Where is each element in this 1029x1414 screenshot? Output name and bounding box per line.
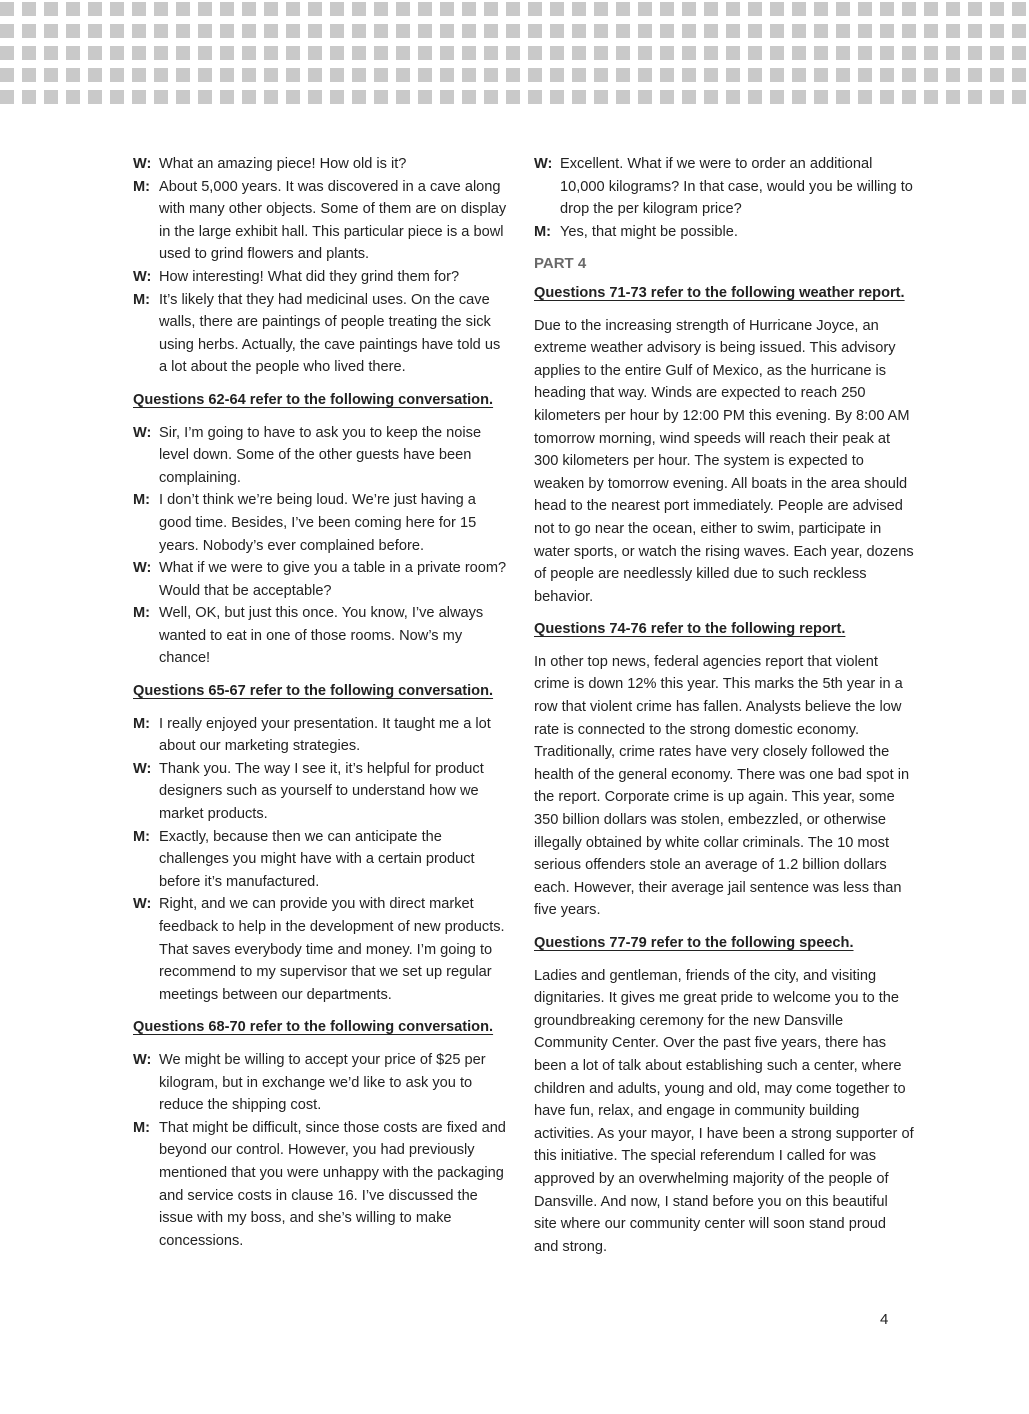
question-heading-65-67: Questions 65-67 refer to the following conversation. [133,683,494,700]
speech-text: Yes, that might be possible. [560,223,738,240]
part-label: PART 4 [534,255,587,273]
question-heading-74-76: Questions 74-76 refer to the following report. [534,621,846,638]
question-heading-68-70: Questions 68-70 refer to the following conversation. [133,1019,494,1036]
speech-text-block: Ladies and gentleman, friends of the city, and visiting dignitaries. It gives me great pride to welcome you to the groundbreaking ceremony for the new Dansville Community Center. Over the past five years, there has been a lot of talk about establishing such a center, where children and adults, young and old, may come together to have fun, relax, and engage in community building activities. As your mayor, I have been a strong supporter of this initiative. The special referendum I called for was approved by an overwhelming majority of the people of Dansville. And now, I stand before you on this beautiful site where our community center will soon stand proud and strong. [534,967,914,1255]
dialogue-turn [133,1049,508,1117]
conversation-68-70 [133,1049,508,1252]
speech-text: It’s likely that they had medicinal uses. On the cave walls, there are paintings of people treating the sick using herbs. Actually, the cave paintings have told us a lot about the people who lived there. [159,291,501,376]
speaker-label: M: [133,828,151,845]
dialogue-turn [133,713,508,758]
dialogue-turn [534,221,914,244]
page-number: 4 [880,1311,889,1328]
dialogue-turn [133,602,508,670]
dialogue-turn [133,289,508,379]
dialogue-turn [133,176,508,266]
news-report-text: In other top news, federal agencies report that violent crime is down 12% this year. This marks the 5th year in a row that violent crime has fallen. Analysts believe the low rate is connected to the strong domestic economy. Traditionally, crime rates have very closely followed the health of the general economy. There was one bad spot in the report. Corporate crime is up again. This year, some 350 billion dollars was stolen, embezzled, or otherwise illegally obtained by white collar criminals. The 10 most serious offenders stole an average of 1.2 billion dollars each. However, their average jail sentence was less than five years. [534,653,910,919]
conversation-62-64 [133,422,508,671]
weather-report-text: Due to the increasing strength of Hurricane Joyce, an extreme weather advisory is being issued. This advisory applies to the entire Gulf of Mexico, as the hurricane is heading that way. Winds are expected to reach 250 kilometers per hour by 12:00 PM this evening. By 8:00 AM tomorrow morning, wind speeds will reach their peak at 300 kilometers per hour. The system is expected to weaken by tomorrow evening. All boats in the area should head to the nearest port immediately. People are advised not to go near the ocean, either to swim, participate in water sports, or watch the rising waves. Each year, dozens of people are needlessly killed due to such reckless behavior. [534,317,914,605]
dialogue-turn [133,153,508,176]
right-column [534,153,914,1258]
speech-text: What if we were to give you a table in a private room? Would that be acceptable? [159,560,507,599]
speech-text: Well, OK, but just this once. You know, I’ve always wanted to eat in one of those rooms. Now’s my chance! [159,605,484,667]
speaker-label: M: [133,715,151,732]
speech-text: Thank you. The way I see it, it’s helpful for product designers such as yourself to understand how we market products. [159,760,484,823]
speaker-label: M: [133,178,151,195]
header-cross-pattern [0,0,1029,104]
dialogue-turn [534,153,914,221]
dialogue-turn [133,758,508,826]
dialogue-turn [133,893,508,1006]
speaker-label: M: [133,291,151,308]
speech-text: We might be willing to accept your price of $25 per kilogram, but in exchange we’d like to ask you to reduce the shipping cost. [159,1051,486,1114]
speech-text: What an amazing piece! How old is it? [159,156,407,172]
speaker-label: W: [133,268,152,285]
speech-text: I don’t think we’re being loud. We’re just having a good time. Besides, I’ve been coming here for 15 years. Nobody’s ever complained before. [159,492,477,554]
speech-text: That might be difficult, since those costs are fixed and beyond our control. However, you had previously mentioned that you were unhappy with the packaging and service costs in clause 16. I’ve discussed the issue with my boss, and she’s willing to make concessions. [159,1119,506,1249]
dialogue-turn [133,266,508,289]
question-heading-62-64: Questions 62-64 refer to the following conversation. [133,391,494,408]
speech-text: I really enjoyed your presentation. It taught me a lot about our marketing strategies. [159,715,491,755]
conversation-68-70-continued [534,153,914,243]
dialogue-turn [133,826,508,894]
speech-text: Sir, I’m going to have to ask you to keep the noise level down. Some of the other guests have been complaining. [159,424,482,486]
speaker-label: M: [133,605,151,622]
dialogue-turn [133,557,508,602]
dialogue-turn [133,489,508,557]
speech-text: About 5,000 years. It was discovered in a cave along with many other objects. Some of them are on display in the large exhibit hall. This particular piece is a bowl used to grind flowers and plants. [159,178,507,263]
speech-text: Right, and we can provide you with direct market feedback to help in the development of new products. That saves everybody time and money. I’m going to recommend to my supervisor that we set up regular meetings between our departments. [159,896,505,1003]
dialogue-turn [133,1117,508,1253]
speaker-label: W: [133,760,152,777]
speech-text: Excellent. What if we were to order an additional 10,000 kilograms? In that case, would you be willing to drop the per kilogram price? [560,156,913,218]
speaker-label: M: [534,223,552,240]
speech-text: Exactly, because then we can anticipate the challenges you might have with a certain product before it’s manufactured. [159,828,475,890]
dialogue-turn [133,422,508,490]
speaker-label: M: [133,1119,151,1136]
left-column [133,153,508,1252]
speech-text: How interesting! What did they grind them for? [159,268,460,285]
speaker-label: M: [133,492,151,509]
speaker-label: W: [133,896,152,913]
conversation-65-67 [133,713,508,1007]
question-heading-71-73: Questions 71-73 refer to the following weather report. [534,284,905,301]
speaker-label: W: [133,424,152,441]
speaker-label: W: [133,560,152,577]
question-heading-77-79: Questions 77-79 refer to the following speech. [534,935,854,951]
speaker-label: W: [133,156,152,172]
speaker-label: W: [133,1051,152,1068]
speaker-label: W: [534,156,553,172]
intro-dialogue [133,153,508,379]
